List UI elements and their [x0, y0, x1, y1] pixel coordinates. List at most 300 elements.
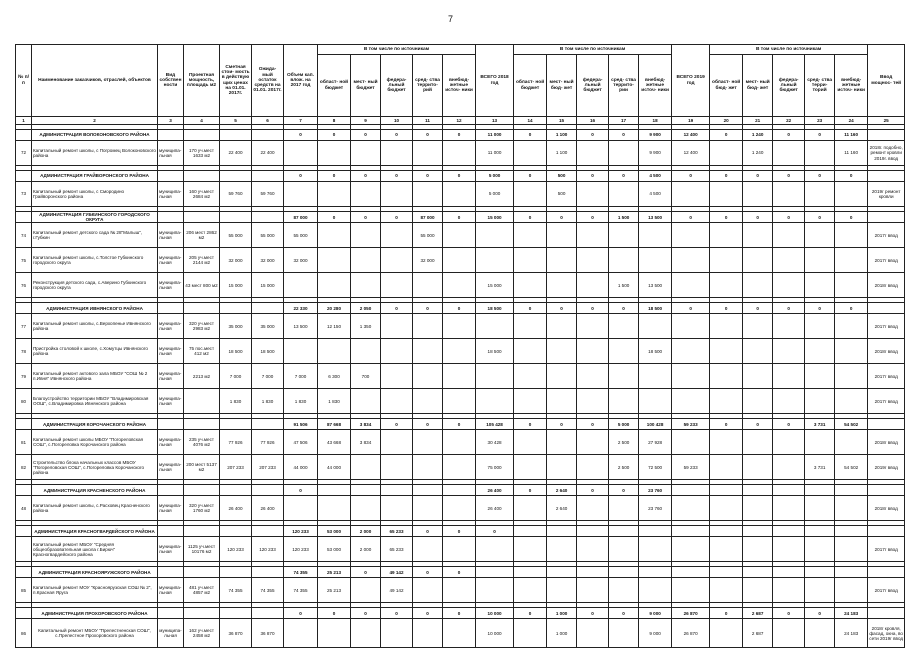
table-cell [577, 141, 609, 166]
table-cell: 1 100 [547, 141, 577, 166]
table-cell: 77 926 [220, 430, 252, 455]
table-cell [773, 496, 805, 521]
table-cell: 0 [577, 485, 609, 496]
table-cell [639, 537, 672, 562]
table-cell: 26 400 [220, 496, 252, 521]
table-cell [743, 485, 773, 496]
table-cell: 65 233 [381, 537, 413, 562]
table-cell: 1 240 [743, 130, 773, 141]
table-cell [413, 578, 443, 603]
table-cell: 23 760 [639, 496, 672, 521]
column-number: 2 [32, 117, 158, 125]
table-cell [710, 314, 743, 339]
table-cell [805, 485, 835, 496]
table-cell [413, 389, 443, 414]
table-cell: 9 900 [639, 141, 672, 166]
organization-name: АДМИНИСТРАЦИЯ ВОЛОКОНОВСКОГО РАЙОНА [32, 130, 158, 141]
table-cell [443, 223, 476, 248]
table-cell: 36 870 [220, 619, 252, 648]
ownership-type [158, 526, 184, 537]
table-cell: 481 уч.мест 4857 м2 [184, 578, 220, 603]
table-cell: 100 428 [639, 419, 672, 430]
table-cell: 65 233 [381, 526, 413, 537]
table-cell [773, 578, 805, 603]
table-cell: 2 640 [547, 485, 577, 496]
table-cell: 87 668 [318, 419, 351, 430]
table-cell: 22 330 [284, 303, 318, 314]
table-cell: 3 834 [351, 419, 381, 430]
table-cell [220, 419, 252, 430]
table-cell [710, 141, 743, 166]
commission-note: 2018г ввод [868, 430, 905, 455]
table-cell: 4 500 [639, 182, 672, 207]
table-cell [184, 419, 220, 430]
organization-row [16, 608, 905, 619]
row-number [16, 526, 32, 537]
table-cell: 0 [743, 419, 773, 430]
table-cell: 43 668 [318, 430, 351, 455]
table-cell [835, 273, 868, 298]
row-number: 73 [16, 182, 32, 207]
row-number: 85 [16, 578, 32, 603]
table-cell: 0 [514, 171, 547, 182]
table-cell: 0 [514, 608, 547, 619]
organization-row [16, 526, 905, 537]
table-cell: 87 000 [284, 212, 318, 223]
table-cell [351, 485, 381, 496]
table-cell: 2 000 [351, 526, 381, 537]
table-cell [577, 389, 609, 414]
table-cell [805, 430, 835, 455]
table-cell: 26 870 [672, 619, 710, 648]
table-cell: 32 000 [220, 248, 252, 273]
table-cell [547, 273, 577, 298]
commission-note: 2017г ввод [868, 223, 905, 248]
table-cell: 0 [743, 303, 773, 314]
table-cell [351, 339, 381, 364]
table-cell [381, 141, 413, 166]
table-cell: 0 [318, 212, 351, 223]
row-number: 77 [16, 314, 32, 339]
header-src-local: мест- ный бюд- жет [547, 55, 577, 117]
ownership-type [158, 171, 184, 182]
table-cell [514, 314, 547, 339]
table-cell: 0 [318, 171, 351, 182]
table-cell [805, 141, 835, 166]
table-cell [672, 578, 710, 603]
project-name: Капитальный ремонт школы МБОУ "Погореловская СОШ", с.Погореловка Корочанского района [32, 430, 158, 455]
ownership-type: муниципа- льная [158, 248, 184, 273]
table-cell [743, 223, 773, 248]
table-cell [835, 578, 868, 603]
table-cell: 500 [547, 182, 577, 207]
table-cell: 0 [609, 608, 639, 619]
table-cell [381, 314, 413, 339]
table-cell [672, 248, 710, 273]
row-number: 78 [16, 339, 32, 364]
row-number: 81 [16, 430, 32, 455]
table-cell: 18 500 [252, 339, 284, 364]
organization-name: АДМИНИСТРАЦИЯ ГРАЙВОРОНСКОГО РАЙОНА [32, 171, 158, 182]
table-cell: 43 мест 800 м2 [184, 273, 220, 298]
column-number: 24 [835, 117, 868, 125]
table-cell: 0 [547, 303, 577, 314]
table-cell [743, 430, 773, 455]
table-cell: 0 [284, 485, 318, 496]
table-cell [443, 430, 476, 455]
table-cell: 0 [577, 171, 609, 182]
table-cell: 1 830 [252, 389, 284, 414]
organization-name: АДМИНИСТРАЦИЯ КРАСНЕНСКОГО РАЙОНА [32, 485, 158, 496]
row-number [16, 485, 32, 496]
table-cell [710, 567, 743, 578]
table-cell [672, 430, 710, 455]
table-cell: 0 [835, 212, 868, 223]
table-cell: 0 [284, 130, 318, 141]
table-cell [547, 389, 577, 414]
table-cell [672, 339, 710, 364]
table-cell [672, 314, 710, 339]
table-cell [743, 364, 773, 389]
table-cell: 0 [284, 608, 318, 619]
table-cell [547, 578, 577, 603]
project-row [16, 141, 905, 166]
table-cell: 0 [609, 485, 639, 496]
table-cell [835, 496, 868, 521]
table-cell [514, 141, 547, 166]
table-cell: 4 500 [639, 171, 672, 182]
table-cell: 0 [443, 171, 476, 182]
table-cell: 32 000 [252, 248, 284, 273]
table-cell [318, 619, 351, 648]
ownership-type: муниципа- льная [158, 273, 184, 298]
column-number: 3 [158, 117, 184, 125]
table-cell [514, 526, 547, 537]
project-name: Капитальный ремонт МБОУ "Прелестненская СОШ", с.Прелестное Прохоровского района [32, 619, 158, 648]
table-cell: 0 [443, 419, 476, 430]
table-cell [743, 567, 773, 578]
table-cell: 0 [381, 608, 413, 619]
column-number: 7 [284, 117, 318, 125]
ownership-type [158, 212, 184, 223]
header-invest-2017: Объем кап. влож. на 2017 год [284, 45, 318, 117]
project-row [16, 578, 905, 603]
table-cell [476, 537, 514, 562]
table-cell [443, 339, 476, 364]
table-cell: 47 506 [284, 430, 318, 455]
commission-note: 2019г ввод [868, 455, 905, 480]
table-cell [710, 430, 743, 455]
table-cell [381, 223, 413, 248]
table-cell [514, 248, 547, 273]
table-cell [514, 619, 547, 648]
table-cell [351, 248, 381, 273]
table-cell [381, 248, 413, 273]
table-cell [835, 314, 868, 339]
table-cell [381, 430, 413, 455]
header-capacity: Проектная мощность, площадь м2 [184, 45, 220, 117]
table-cell [318, 496, 351, 521]
table-cell [835, 526, 868, 537]
table-cell: 11 000 [476, 141, 514, 166]
table-cell: 0 [805, 130, 835, 141]
table-cell [835, 567, 868, 578]
table-cell [413, 273, 443, 298]
project-name: Реконструкция детского сада, с.Аверино Губкинского городского округа [32, 273, 158, 298]
table-cell: 18 500 [220, 339, 252, 364]
table-cell: 26 400 [252, 496, 284, 521]
table-cell [476, 567, 514, 578]
table-cell [252, 303, 284, 314]
table-cell: 53 000 [318, 526, 351, 537]
table-cell: 0 [773, 171, 805, 182]
commission-note: 2017г ввод [868, 389, 905, 414]
table-cell [710, 339, 743, 364]
table-cell: 32 000 [284, 248, 318, 273]
table-cell: 0 [413, 526, 443, 537]
header-src-regional: област- ной бюджет [514, 55, 547, 117]
table-cell [413, 496, 443, 521]
table-cell [514, 339, 547, 364]
table-cell: 0 [413, 171, 443, 182]
table-cell: 0 [547, 212, 577, 223]
table-cell: 0 [577, 303, 609, 314]
table-cell [413, 141, 443, 166]
table-cell: 0 [743, 212, 773, 223]
row-number: 48 [16, 496, 32, 521]
table-cell: 0 [805, 171, 835, 182]
table-cell: 0 [577, 608, 609, 619]
table-cell: 235 уч.мест 4076 м2 [184, 430, 220, 455]
table-cell: 13 500 [284, 314, 318, 339]
table-cell [413, 182, 443, 207]
table-cell [672, 496, 710, 521]
table-cell [609, 389, 639, 414]
table-cell: 44 000 [318, 455, 351, 480]
organization-row [16, 130, 905, 141]
header-src-territory: сред- ства террито- рий [413, 55, 443, 117]
table-cell: 0 [381, 130, 413, 141]
commission-note: 2017г ввод [868, 578, 905, 603]
column-number: 13 [476, 117, 514, 125]
table-cell [609, 314, 639, 339]
table-cell: 2 640 [547, 496, 577, 521]
table-cell [609, 619, 639, 648]
table-cell [773, 182, 805, 207]
table-cell [577, 496, 609, 521]
table-cell [672, 389, 710, 414]
column-number: 12 [443, 117, 476, 125]
table-cell [252, 526, 284, 537]
table-cell [184, 171, 220, 182]
table-cell: 2 687 [743, 608, 773, 619]
table-cell [577, 619, 609, 648]
table-cell [318, 141, 351, 166]
table-cell: 0 [609, 130, 639, 141]
column-number: 21 [743, 117, 773, 125]
project-name: Капитальный ремонт МБОУ "Средняя общеобразовательная школа г.Бирюч" Красногвардейского района [32, 537, 158, 562]
table-cell: 2 000 [351, 537, 381, 562]
row-number [16, 171, 32, 182]
table-cell [805, 223, 835, 248]
table-cell [547, 526, 577, 537]
ownership-type [158, 419, 184, 430]
table-cell [743, 248, 773, 273]
row-number: 74 [16, 223, 32, 248]
table-cell [413, 619, 443, 648]
project-row [16, 389, 905, 414]
table-cell: 0 [805, 212, 835, 223]
table-cell [805, 537, 835, 562]
table-cell [609, 248, 639, 273]
table-cell: 2 050 [351, 303, 381, 314]
table-cell: 0 [805, 303, 835, 314]
table-cell [639, 389, 672, 414]
table-cell [805, 273, 835, 298]
ownership-type: муниципа- льная [158, 455, 184, 480]
table-cell [609, 578, 639, 603]
table-cell [443, 485, 476, 496]
table-cell: 6 300 [318, 364, 351, 389]
table-cell [773, 526, 805, 537]
ownership-type: муниципа- льная [158, 141, 184, 166]
table-cell: 12 400 [672, 130, 710, 141]
table-cell: 27 928 [639, 430, 672, 455]
table-cell [805, 526, 835, 537]
table-cell: 0 [381, 171, 413, 182]
table-cell: 0 [514, 303, 547, 314]
table-cell [413, 339, 443, 364]
header-src-extrabudget: внебюд- жетные источ- ники [835, 55, 868, 117]
table-cell [351, 223, 381, 248]
table-cell [773, 248, 805, 273]
commission-note [868, 567, 905, 578]
table-cell: 2213 м2 [184, 364, 220, 389]
table-cell: 0 [710, 212, 743, 223]
table-cell [547, 339, 577, 364]
table-cell [184, 567, 220, 578]
table-cell [443, 182, 476, 207]
ownership-type: муниципа- льная [158, 578, 184, 603]
table-cell [443, 273, 476, 298]
table-cell: 0 [381, 303, 413, 314]
table-cell: 22 400 [220, 141, 252, 166]
ownership-type: муниципа- льная [158, 364, 184, 389]
table-cell [514, 430, 547, 455]
table-cell: 5 000 [476, 182, 514, 207]
table-cell: 35 000 [252, 314, 284, 339]
table-cell: 320 уч.мест 1760 м2 [184, 496, 220, 521]
table-cell: 7 000 [252, 364, 284, 389]
project-name: Капитальный ремонт детского сада № 28"Малыш", г.Губкин [32, 223, 158, 248]
column-number: 4 [184, 117, 220, 125]
table-cell: 74 355 [220, 578, 252, 603]
table-cell [743, 455, 773, 480]
table-cell: 2 500 [609, 455, 639, 480]
commission-note [868, 608, 905, 619]
organization-name: АДМИНИСТРАЦИЯ КОРОЧАНСКОГО РАЙОНА [32, 419, 158, 430]
table-cell [318, 248, 351, 273]
table-cell: 77 926 [252, 430, 284, 455]
table-cell: 0 [577, 212, 609, 223]
header-src-territory: сред- ства терри- торий [805, 55, 835, 117]
table-cell: 5 000 [609, 419, 639, 430]
header-group-2019: В том числе по источникам [710, 45, 868, 55]
table-cell: 1 830 [220, 389, 252, 414]
table-cell [252, 212, 284, 223]
ownership-type: муниципа- льная [158, 537, 184, 562]
table-cell [413, 485, 443, 496]
table-cell [805, 182, 835, 207]
table-cell: 0 [609, 303, 639, 314]
table-cell: 0 [443, 608, 476, 619]
table-cell [672, 182, 710, 207]
table-cell [577, 248, 609, 273]
column-number: 14 [514, 117, 547, 125]
table-cell: 0 [443, 130, 476, 141]
header-src-extrabudget: внебюд- жетные источ- ники [639, 55, 672, 117]
table-cell [805, 248, 835, 273]
table-cell: 10 000 [476, 608, 514, 619]
ownership-type: муниципа- льная [158, 314, 184, 339]
project-row [16, 496, 905, 521]
table-cell: 200 мест 5137 м2 [184, 455, 220, 480]
table-cell: 49 142 [381, 567, 413, 578]
table-cell [672, 485, 710, 496]
table-cell [476, 364, 514, 389]
table-cell [609, 223, 639, 248]
table-cell: 0 [318, 608, 351, 619]
column-number: 8 [318, 117, 351, 125]
table-cell [773, 430, 805, 455]
page-number: 7 [448, 14, 454, 24]
ownership-type: муниципа- льная [158, 339, 184, 364]
table-cell: 15 000 [252, 273, 284, 298]
table-cell: 1 000 [547, 608, 577, 619]
table-cell [443, 578, 476, 603]
table-cell: 0 [514, 130, 547, 141]
table-cell [577, 567, 609, 578]
table-cell [805, 619, 835, 648]
table-cell: 0 [773, 212, 805, 223]
row-number [16, 212, 32, 223]
table-cell: 9 000 [639, 619, 672, 648]
table-cell: 2 500 [609, 430, 639, 455]
table-cell [805, 314, 835, 339]
table-cell [514, 578, 547, 603]
table-cell [547, 430, 577, 455]
table-cell: 0 [413, 419, 443, 430]
table-cell [252, 171, 284, 182]
column-number: 23 [805, 117, 835, 125]
commission-note [868, 303, 905, 314]
table-cell [773, 364, 805, 389]
commission-note: 2017г ввод [868, 364, 905, 389]
table-cell [476, 223, 514, 248]
organization-row [16, 171, 905, 182]
table-cell: 30 428 [476, 430, 514, 455]
row-number: 72 [16, 141, 32, 166]
table-cell [609, 182, 639, 207]
table-cell [773, 273, 805, 298]
table-cell [577, 339, 609, 364]
table-cell: 54 502 [835, 455, 868, 480]
table-cell: 12 150 [318, 314, 351, 339]
project-name: Капитальный ремонт школы, с Погромец Волоконовского района [32, 141, 158, 166]
header-src-federal: федера- льный бюджет [773, 55, 805, 117]
table-cell: 9 900 [639, 130, 672, 141]
investment-table-sheet [15, 44, 904, 648]
